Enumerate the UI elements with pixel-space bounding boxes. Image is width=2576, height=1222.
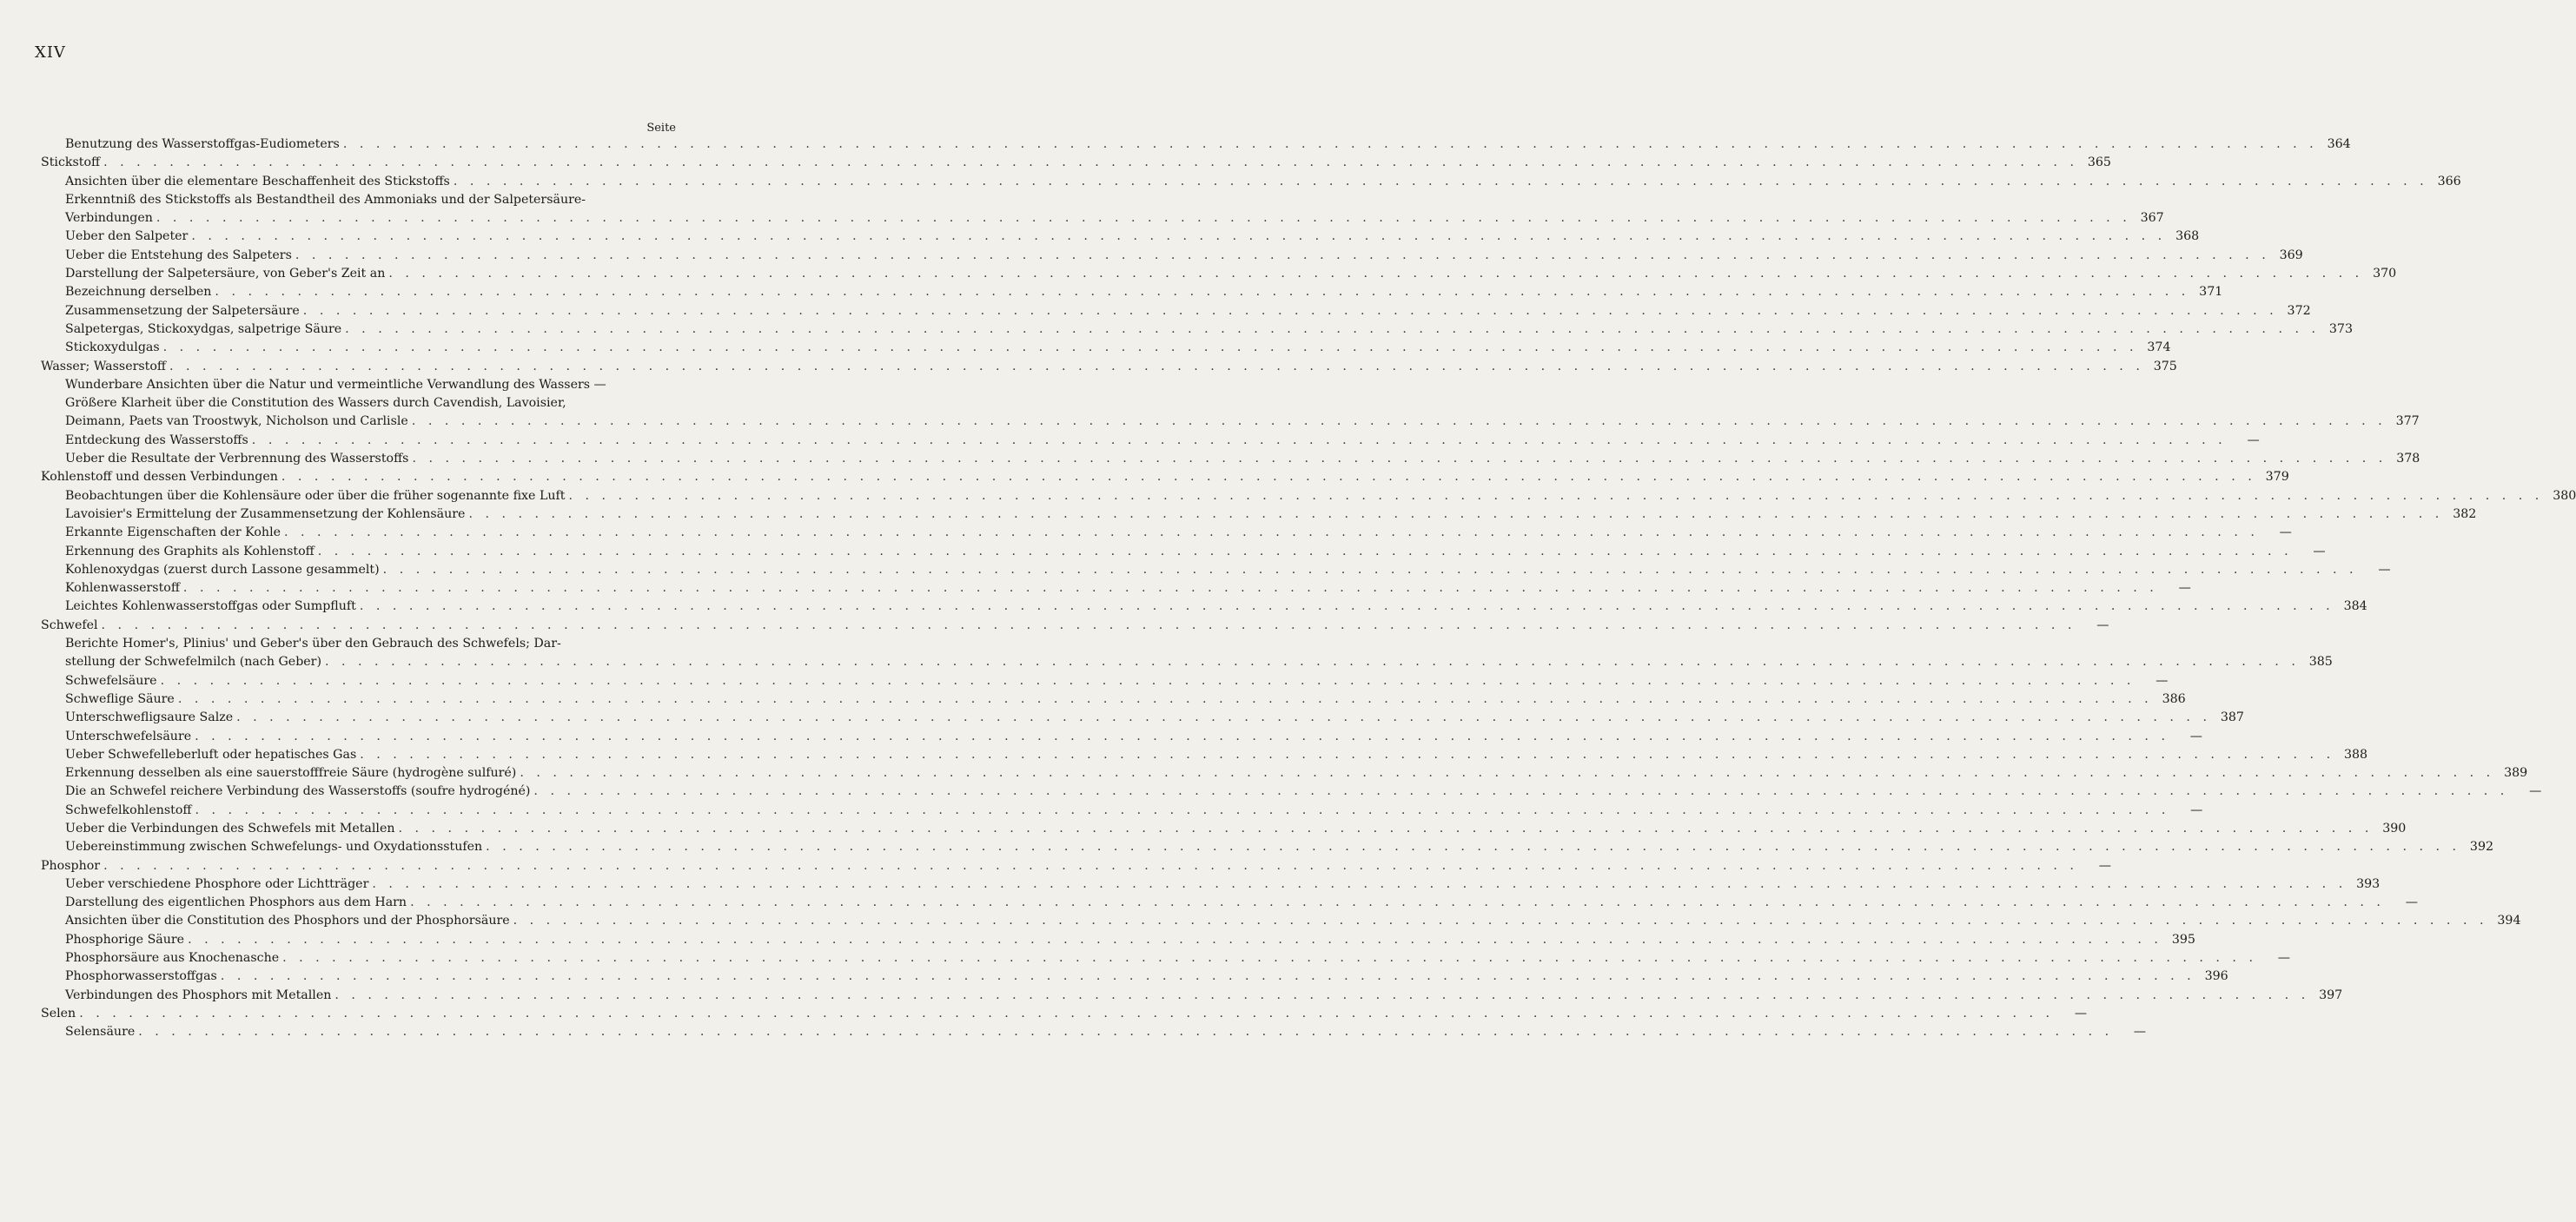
toc-entry-title: Kohlenstoff und dessen Verbindungen [41, 468, 281, 486]
toc-entry-title: Unterschwefelsäure [65, 728, 195, 746]
toc-entry [41, 487, 2576, 505]
toc-entry [41, 450, 2420, 468]
dot-leader: . . . . . . . . . . . . . . . . . . . . . . . . . . . . . . . . . . . . . . . . . . . . . . . . . . . . . . . . . . . . . . . . . . . . . . . . . . . . . . . . . . . . . . . . . . . . . . . . . . . . . . . . . . . . . . . . . . . . . . . . [453, 174, 2428, 188]
toc-entry [41, 617, 2109, 635]
toc-entry-page: 369 [2279, 248, 2303, 262]
dot-leader: . . . . . . . . . . . . . . . . . . . . . . . . . . . . . . . . . . . . . . . . . . . . . . . . . . . . . . . . . . . . . . . . . . . . . . . . . . . . . . . . . . . . . . . . . . . . . . . . . . . . . . . . . . . . . . . . . . . . . . . . [195, 803, 2170, 817]
dot-leader: . . . . . . . . . . . . . . . . . . . . . . . . . . . . . . . . . . . . . . . . . . . . . . . . . . . . . . . . . . . . . . . . . . . . . . . . . . . . . . . . . . . . . . . . . . . . . . . . . . . . . . . . . . . . . . . . . . . . . . . . [513, 914, 2488, 928]
toc-entry [41, 764, 2528, 783]
toc-entry-page: — [2074, 1006, 2088, 1021]
toc-entry-title: Ansichten über die elementare Beschaffenheit des Stickstoffs [65, 173, 454, 191]
dot-leader: . . . . . . . . . . . . . . . . . . . . . . . . . . . . . . . . . . . . . . . . . . . . . . . . . . . . . . . . . . . . . . . . . . . . . . . . . . . . . . . . . . . . . . . . . . . . . . . . . . . . . . . . . . . . . . . . . . . . . . . . [103, 155, 2078, 170]
toc-entry-page: 393 [2356, 876, 2381, 891]
toc-entry-page: 397 [2319, 988, 2343, 1002]
toc-entry-page: 386 [2162, 691, 2186, 706]
toc-entry-title: Ueber die Verbindungen des Schwefels mit Metallen [65, 820, 399, 838]
toc-entry [41, 1005, 2088, 1023]
toc-entry-title: Kohlenoxydgas (zuerst durch Lassone gesammelt) [65, 561, 383, 579]
toc-entry [41, 783, 2542, 801]
toc-entry-page: 375 [2153, 359, 2177, 373]
toc-entry-title: Entdeckung des Wasserstoffs [65, 432, 252, 450]
toc-entry-line: Erkenntniß des Stickstoffs als Bestandtheil des Ammoniaks und der Salpetersäure- [65, 192, 586, 207]
toc-entry-title: Stickoxydulgas [65, 339, 163, 357]
dot-leader: . . . . . . . . . . . . . . . . . . . . . . . . . . . . . . . . . . . . . . . . . . . . . . . . . . . . . . . . . . . . . . . . . . . . . . . . . . . . . . . . . . . . . . . . . . . . . . . . . . . . . . . . . . . . . . . . . . . . . . . . [410, 895, 2385, 910]
toc-entry [41, 283, 2223, 301]
toc-entry-page: — [2178, 581, 2191, 596]
toc-entry-title: Ansichten über die Constitution des Phosphors und der Phosphorsäure [65, 912, 513, 930]
toc-entry-title: stellung der Schwefelmilch (nach Geber) [65, 653, 325, 671]
toc-entry-line: Größere Klarheit über die Constitution des Wassers durch Cavendish, Lavoisier, [65, 396, 566, 411]
dot-leader: . . . . . . . . . . . . . . . . . . . . . . . . . . . . . . . . . . . . . . . . . . . . . . . . . . . . . . . . . . . . . . . . . . . . . . . . . . . . . . . . . . . . . . . . . . . . . . . . . . . . . . . . . . . . . . . . . . . . . . . . [302, 303, 2278, 318]
toc-entry-title: Bezeichnung derselben [65, 283, 215, 301]
toc-entry-title: Unterschwefligsaure Salze [65, 709, 236, 727]
toc-entry-title: Deimann, Paets van Troostwyk, Nicholson und Carlisle [65, 413, 412, 431]
page-number: XIV [35, 43, 66, 62]
toc-entry-title: Lavoisier's Ermittelung der Zusammensetzung der Kohlensäure [65, 505, 468, 524]
table-of-contents [41, 135, 2576, 1042]
toc-entry [41, 931, 2195, 949]
toc-entry-title: Salpetergas, Stickoxydgas, salpetrige Säure [65, 320, 345, 339]
toc-entry-title: Ueber die Entstehung des Salpeters [65, 247, 295, 265]
dot-leader: . . . . . . . . . . . . . . . . . . . . . . . . . . . . . . . . . . . . . . . . . . . . . . . . . . . . . . . . . . . . . . . . . . . . . . . . . . . . . . . . . . . . . . . . . . . . . . . . . . . . . . . . . . . . . . . . . . . . . . . . [182, 581, 2158, 596]
toc-entry [41, 672, 2169, 690]
toc-entry-title: Verbindungen des Phosphors mit Metallen [65, 987, 334, 1005]
toc-entry [41, 154, 2111, 172]
toc-entry-page: — [2098, 858, 2111, 873]
toc-entry-page: 392 [2469, 840, 2494, 855]
toc-entry-page: 370 [2373, 267, 2397, 281]
dot-leader: . . . . . . . . . . . . . . . . . . . . . . . . . . . . . . . . . . . . . . . . . . . . . . . . . . . . . . . . . . . . . . . . . . . . . . . . . . . . . . . . . . . . . . . . . . . . . . . . . . . . . . . . . . . . . . . . . . . . . . . . [195, 729, 2169, 743]
dot-leader: . . . . . . . . . . . . . . . . . . . . . . . . . . . . . . . . . . . . . . . . . . . . . . . . . . . . . . . . . . . . . . . . . . . . . . . . . . . . . . . . . . . . . . . . . . . . . . . . . . . . . . . . . . . . . . . . . . . . . . . . [520, 766, 2495, 781]
toc-entry [41, 949, 2290, 968]
toc-entry-page: 368 [2175, 229, 2200, 244]
toc-entry-page: 396 [2204, 969, 2228, 984]
dot-leader: . . . . . . . . . . . . . . . . . . . . . . . . . . . . . . . . . . . . . . . . . . . . . . . . . . . . . . . . . . . . . . . . . . . . . . . . . . . . . . . . . . . . . . . . . . . . . . . . . . . . . . . . . . . . . . . . . . . . . . . . [162, 340, 2138, 355]
dot-leader: . . . . . . . . . . . . . . . . . . . . . . . . . . . . . . . . . . . . . . . . . . . . . . . . . . . . . . . . . . . . . . . . . . . . . . . . . . . . . . . . . . . . . . . . . . . . . . . . . . . . . . . . . . . . . . . . . . . . . . . . [412, 452, 2387, 466]
toc-entry-title: Schweflige Säure [65, 690, 178, 709]
dot-leader: . . . . . . . . . . . . . . . . . . . . . . . . . . . . . . . . . . . . . . . . . . . . . . . . . . . . . . . . . . . . . . . . . . . . . . . . . . . . . . . . . . . . . . . . . . . . . . . . . . . . . . . . . . . . . . . . . . . . . . . . [284, 525, 2259, 540]
toc-entry-title: Phosphorsäure aus Knochenasche [65, 949, 282, 968]
toc-entry-page: — [2277, 951, 2290, 966]
page-column-label: Seite [646, 122, 676, 135]
toc-entry-title: Schwefelkohlenstoff [65, 802, 195, 820]
toc-entry-title: Selen [41, 1005, 79, 1023]
toc-entry-page: 389 [2504, 766, 2528, 781]
toc-entry-page: 378 [2396, 452, 2420, 466]
toc-entry [41, 912, 2521, 930]
dot-leader: . . . . . . . . . . . . . . . . . . . . . . . . . . . . . . . . . . . . . . . . . . . . . . . . . . . . . . . . . . . . . . . . . . . . . . . . . . . . . . . . . . . . . . . . . . . . . . . . . . . . . . . . . . . . . . . . . . . . . . . . [468, 506, 2444, 521]
toc-entry-title: Selensäure [65, 1023, 138, 1041]
toc-entry [41, 561, 2391, 579]
toc-entry [41, 820, 2407, 838]
toc-entry-page: 387 [2220, 710, 2244, 725]
toc-entry-page: 367 [2140, 211, 2164, 226]
toc-entry-title: Erkannte Eigenschaften der Kohle [65, 524, 284, 542]
toc-entry-page: 366 [2437, 174, 2461, 188]
toc-entry-page: 382 [2453, 506, 2477, 521]
toc-entry-page: — [2133, 1025, 2147, 1040]
toc-entry [41, 302, 2311, 320]
dot-leader: . . . . . . . . . . . . . . . . . . . . . . . . . . . . . . . . . . . . . . . . . . . . . . . . . . . . . . . . . . . . . . . . . . . . . . . . . . . . . . . . . . . . . . . . . . . . . . . . . . . . . . . . . . . . . . . . . . . . . . . . [382, 562, 2358, 577]
toc-entry [41, 265, 2397, 283]
toc-entry [41, 191, 2164, 228]
toc-entry-title: Phosphor [41, 857, 103, 875]
toc-entry [41, 320, 2353, 339]
toc-entry-page: — [2189, 729, 2202, 743]
toc-entry-title: Ueber den Salpeter [65, 228, 191, 246]
toc-entry-title: Darstellung der Salpetersäure, von Geber's Zeit an [65, 265, 388, 283]
dot-leader: . . . . . . . . . . . . . . . . . . . . . . . . . . . . . . . . . . . . . . . . . . . . . . . . . . . . . . . . . . . . . . . . . . . . . . . . . . . . . . . . . . . . . . . . . . . . . . . . . . . . . . . . . . . . . . . . . . . . . . . . [281, 470, 2256, 485]
toc-entry-page: — [2190, 803, 2203, 817]
toc-entry-title: Benutzung des Wasserstoffgas-Eudiometers [65, 135, 343, 154]
dot-leader: . . . . . . . . . . . . . . . . . . . . . . . . . . . . . . . . . . . . . . . . . . . . . . . . . . . . . . . . . . . . . . . . . . . . . . . . . . . . . . . . . . . . . . . . . . . . . . . . . . . . . . . . . . . . . . . . . . . . . . . . [568, 488, 2544, 503]
dot-leader: . . . . . . . . . . . . . . . . . . . . . . . . . . . . . . . . . . . . . . . . . . . . . . . . . . . . . . . . . . . . . . . . . . . . . . . . . . . . . . . . . . . . . . . . . . . . . . . . . . . . . . . . . . . . . . . . . . . . . . . . [533, 784, 2509, 799]
dot-leader: . . . . . . . . . . . . . . . . . . . . . . . . . . . . . . . . . . . . . . . . . . . . . . . . . . . . . . . . . . . . . . . . . . . . . . . . . . . . . . . . . . . . . . . . . . . . . . . . . . . . . . . . . . . . . . . . . . . . . . . . [411, 414, 2387, 429]
toc-entry-page: 372 [2287, 303, 2311, 318]
dot-leader: . . . . . . . . . . . . . . . . . . . . . . . . . . . . . . . . . . . . . . . . . . . . . . . . . . . . . . . . . . . . . . . . . . . . . . . . . . . . . . . . . . . . . . . . . . . . . . . . . . . . . . . . . . . . . . . . . . . . . . . . [103, 858, 2078, 873]
toc-entry-page: 379 [2265, 470, 2289, 485]
dot-leader: . . . . . . . . . . . . . . . . . . . . . . . . . . . . . . . . . . . . . . . . . . . . . . . . . . . . . . . . . . . . . . . . . . . . . . . . . . . . . . . . . . . . . . . . . . . . . . . . . . . . . . . . . . . . . . . . . . . . . . . . [236, 710, 2211, 725]
dot-leader: . . . . . . . . . . . . . . . . . . . . . . . . . . . . . . . . . . . . . . . . . . . . . . . . . . . . . . . . . . . . . . . . . . . . . . . . . . . . . . . . . . . . . . . . . . . . . . . . . . . . . . . . . . . . . . . . . . . . . . . . [342, 137, 2318, 151]
dot-leader: . . . . . . . . . . . . . . . . . . . . . . . . . . . . . . . . . . . . . . . . . . . . . . . . . . . . . . . . . . . . . . . . . . . . . . . . . . . . . . . . . . . . . . . . . . . . . . . . . . . . . . . . . . . . . . . . . . . . . . . . [160, 673, 2136, 688]
dot-leader: . . . . . . . . . . . . . . . . . . . . . . . . . . . . . . . . . . . . . . . . . . . . . . . . . . . . . . . . . . . . . . . . . . . . . . . . . . . . . . . . . . . . . . . . . . . . . . . . . . . . . . . . . . . . . . . . . . . . . . . . [334, 988, 2310, 1002]
toc-entry-page: 377 [2395, 414, 2420, 429]
toc-entry-title: Leichtes Kohlenwasserstoffgas oder Sumpfluft [65, 598, 360, 616]
toc-entry-page: 373 [2328, 321, 2353, 336]
toc-entry [41, 838, 2494, 856]
toc-entry-page: 365 [2087, 155, 2111, 170]
toc-entry-page: 364 [2327, 137, 2351, 151]
toc-entry-page: — [2378, 562, 2391, 577]
toc-entry-page: 394 [2497, 914, 2521, 928]
dot-leader: . . . . . . . . . . . . . . . . . . . . . . . . . . . . . . . . . . . . . . . . . . . . . . . . . . . . . . . . . . . . . . . . . . . . . . . . . . . . . . . . . . . . . . . . . . . . . . . . . . . . . . . . . . . . . . . . . . . . . . . . [156, 211, 2131, 226]
toc-entry-title: Ueber verschiedene Phosphore oder Lichtträger [65, 875, 372, 894]
toc-entry [41, 505, 2477, 524]
dot-leader: . . . . . . . . . . . . . . . . . . . . . . . . . . . . . . . . . . . . . . . . . . . . . . . . . . . . . . . . . . . . . . . . . . . . . . . . . . . . . . . . . . . . . . . . . . . . . . . . . . . . . . . . . . . . . . . . . . . . . . . . [188, 932, 2162, 947]
toc-entry [41, 524, 2292, 542]
dot-leader: . . . . . . . . . . . . . . . . . . . . . . . . . . . . . . . . . . . . . . . . . . . . . . . . . . . . . . . . . . . . . . . . . . . . . . . . . . . . . . . . . . . . . . . . . . . . . . . . . . . . . . . . . . . . . . . . . . . . . . . . [359, 599, 2334, 614]
toc-entry-title: Schwefel [41, 617, 102, 635]
toc-entry-title: Beobachtungen über die Kohlensäure oder über die früher sogenannte fixe Luft [65, 487, 568, 505]
toc-entry-title: Uebereinstimmung zwischen Schwefelungs- und Oxydationsstufen [65, 838, 486, 856]
dot-leader: . . . . . . . . . . . . . . . . . . . . . . . . . . . . . . . . . . . . . . . . . . . . . . . . . . . . . . . . . . . . . . . . . . . . . . . . . . . . . . . . . . . . . . . . . . . . . . . . . . . . . . . . . . . . . . . . . . . . . . . . [325, 655, 2300, 670]
toc-entry-title: Wasser; Wasserstoff [41, 358, 169, 376]
dot-leader: . . . . . . . . . . . . . . . . . . . . . . . . . . . . . . . . . . . . . . . . . . . . . . . . . . . . . . . . . . . . . . . . . . . . . . . . . . . . . . . . . . . . . . . . . . . . . . . . . . . . . . . . . . . . . . . . . . . . . . . . [282, 951, 2257, 966]
toc-entry-title: Verbindungen [65, 209, 156, 228]
toc-entry-page: — [2155, 673, 2169, 688]
toc-entry [41, 579, 2191, 598]
toc-entry-page: 380 [2553, 488, 2576, 503]
dot-leader: . . . . . . . . . . . . . . . . . . . . . . . . . . . . . . . . . . . . . . . . . . . . . . . . . . . . . . . . . . . . . . . . . . . . . . . . . . . . . . . . . . . . . . . . . . . . . . . . . . . . . . . . . . . . . . . . . . . . . . . . [177, 691, 2153, 706]
toc-entry-title: Die an Schwefel reichere Verbindung des Wasserstoffs (soufre hydrogéné) [65, 783, 533, 801]
dot-leader: . . . . . . . . . . . . . . . . . . . . . . . . . . . . . . . . . . . . . . . . . . . . . . . . . . . . . . . . . . . . . . . . . . . . . . . . . . . . . . . . . . . . . . . . . . . . . . . . . . . . . . . . . . . . . . . . . . . . . . . . [79, 1006, 2055, 1021]
toc-entry [41, 543, 2326, 561]
toc-entry-title: Kohlenwasserstoff [65, 579, 183, 598]
toc-entry-page: — [2247, 433, 2260, 447]
toc-entry-page: — [2096, 618, 2109, 632]
dot-leader: . . . . . . . . . . . . . . . . . . . . . . . . . . . . . . . . . . . . . . . . . . . . . . . . . . . . . . . . . . . . . . . . . . . . . . . . . . . . . . . . . . . . . . . . . . . . . . . . . . . . . . . . . . . . . . . . . . . . . . . . [138, 1025, 2114, 1040]
toc-entry-page: 388 [2343, 747, 2368, 762]
toc-entry-page: 384 [2343, 599, 2367, 614]
toc-entry-page: — [2405, 895, 2418, 910]
toc-entry [41, 358, 2177, 376]
toc-entry [41, 135, 2351, 154]
toc-entry [41, 432, 2260, 450]
toc-entry [41, 1023, 2147, 1041]
toc-entry [41, 339, 2171, 357]
toc-entry-page: 395 [2171, 932, 2195, 947]
dot-leader: . . . . . . . . . . . . . . . . . . . . . . . . . . . . . . . . . . . . . . . . . . . . . . . . . . . . . . . . . . . . . . . . . . . . . . . . . . . . . . . . . . . . . . . . . . . . . . . . . . . . . . . . . . . . . . . . . . . . . . . . [295, 248, 2270, 262]
toc-entry [41, 247, 2303, 265]
toc-entry-page: 371 [2199, 285, 2223, 300]
toc-entry [41, 173, 2461, 191]
toc-entry-title: Stickstoff [41, 154, 103, 172]
toc-entry-page: 390 [2382, 821, 2407, 836]
toc-entry [41, 802, 2203, 820]
toc-entry-page: — [2313, 544, 2326, 558]
toc-entry [41, 857, 2111, 875]
dot-leader: . . . . . . . . . . . . . . . . . . . . . . . . . . . . . . . . . . . . . . . . . . . . . . . . . . . . . . . . . . . . . . . . . . . . . . . . . . . . . . . . . . . . . . . . . . . . . . . . . . . . . . . . . . . . . . . . . . . . . . . . [191, 229, 2167, 244]
toc-entry [41, 228, 2200, 246]
toc-entry-line: Wunderbare Ansichten über die Natur und vermeintliche Verwandlung des Wassers — [65, 377, 606, 392]
dot-leader: . . . . . . . . . . . . . . . . . . . . . . . . . . . . . . . . . . . . . . . . . . . . . . . . . . . . . . . . . . . . . . . . . . . . . . . . . . . . . . . . . . . . . . . . . . . . . . . . . . . . . . . . . . . . . . . . . . . . . . . . [372, 876, 2348, 891]
toc-entry [41, 468, 2289, 486]
dot-leader: . . . . . . . . . . . . . . . . . . . . . . . . . . . . . . . . . . . . . . . . . . . . . . . . . . . . . . . . . . . . . . . . . . . . . . . . . . . . . . . . . . . . . . . . . . . . . . . . . . . . . . . . . . . . . . . . . . . . . . . . [251, 433, 2227, 447]
toc-entry-line: Berichte Homer's, Plinius' und Geber's über den Gebrauch des Schwefels; Dar- [65, 637, 561, 651]
toc-entry [41, 875, 2381, 894]
toc-entry-title: Darstellung des eigentlichen Phosphors aus dem Harn [65, 894, 410, 912]
toc-entry-title: Ueber die Resultate der Verbrennung des Wasserstoffs [65, 450, 412, 468]
toc-entry-title: Zusammensetzung der Salpetersäure [65, 302, 303, 320]
dot-leader: . . . . . . . . . . . . . . . . . . . . . . . . . . . . . . . . . . . . . . . . . . . . . . . . . . . . . . . . . . . . . . . . . . . . . . . . . . . . . . . . . . . . . . . . . . . . . . . . . . . . . . . . . . . . . . . . . . . . . . . . [345, 321, 2320, 336]
toc-entry-title: Ueber Schwefelleberluft oder hepatisches Gas [65, 746, 360, 764]
toc-entry [41, 598, 2367, 616]
dot-leader: . . . . . . . . . . . . . . . . . . . . . . . . . . . . . . . . . . . . . . . . . . . . . . . . . . . . . . . . . . . . . . . . . . . . . . . . . . . . . . . . . . . . . . . . . . . . . . . . . . . . . . . . . . . . . . . . . . . . . . . . [317, 544, 2293, 558]
toc-entry-page: — [2279, 525, 2292, 540]
toc-entry-page: 385 [2308, 655, 2333, 670]
dot-leader: . . . . . . . . . . . . . . . . . . . . . . . . . . . . . . . . . . . . . . . . . . . . . . . . . . . . . . . . . . . . . . . . . . . . . . . . . . . . . . . . . . . . . . . . . . . . . . . . . . . . . . . . . . . . . . . . . . . . . . . . [486, 840, 2461, 855]
toc-entry [41, 987, 2343, 1005]
toc-entry [41, 894, 2418, 912]
toc-entry-title: Erkennung desselben als eine sauerstofffreie Säure (hydrogène sulfuré) [65, 764, 520, 783]
dot-leader: . . . . . . . . . . . . . . . . . . . . . . . . . . . . . . . . . . . . . . . . . . . . . . . . . . . . . . . . . . . . . . . . . . . . . . . . . . . . . . . . . . . . . . . . . . . . . . . . . . . . . . . . . . . . . . . . . . . . . . . . [398, 821, 2374, 836]
toc-entry [41, 376, 2420, 432]
dot-leader: . . . . . . . . . . . . . . . . . . . . . . . . . . . . . . . . . . . . . . . . . . . . . . . . . . . . . . . . . . . . . . . . . . . . . . . . . . . . . . . . . . . . . . . . . . . . . . . . . . . . . . . . . . . . . . . . . . . . . . . . [360, 747, 2335, 762]
toc-entry-title: Phosphorige Säure [65, 931, 188, 949]
toc-entry [41, 728, 2202, 746]
toc-entry [41, 746, 2368, 764]
toc-entry-page: — [2529, 784, 2542, 799]
toc-entry [41, 968, 2228, 986]
toc-entry [41, 709, 2244, 727]
dot-leader: . . . . . . . . . . . . . . . . . . . . . . . . . . . . . . . . . . . . . . . . . . . . . . . . . . . . . . . . . . . . . . . . . . . . . . . . . . . . . . . . . . . . . . . . . . . . . . . . . . . . . . . . . . . . . . . . . . . . . . . . [169, 359, 2144, 373]
toc-entry [41, 635, 2333, 672]
toc-entry-title: Erkennung des Graphits als Kohlenstoff [65, 543, 318, 561]
toc-entry-title: Schwefelsäure [65, 672, 161, 690]
toc-entry [41, 690, 2186, 709]
toc-entry-page: 374 [2147, 340, 2171, 355]
toc-entry-title: Phosphorwasserstoffgas [65, 968, 221, 986]
dot-leader: . . . . . . . . . . . . . . . . . . . . . . . . . . . . . . . . . . . . . . . . . . . . . . . . . . . . . . . . . . . . . . . . . . . . . . . . . . . . . . . . . . . . . . . . . . . . . . . . . . . . . . . . . . . . . . . . . . . . . . . . [101, 618, 2076, 632]
dot-leader: . . . . . . . . . . . . . . . . . . . . . . . . . . . . . . . . . . . . . . . . . . . . . . . . . . . . . . . . . . . . . . . . . . . . . . . . . . . . . . . . . . . . . . . . . . . . . . . . . . . . . . . . . . . . . . . . . . . . . . . . [220, 969, 2195, 984]
dot-leader: . . . . . . . . . . . . . . . . . . . . . . . . . . . . . . . . . . . . . . . . . . . . . . . . . . . . . . . . . . . . . . . . . . . . . . . . . . . . . . . . . . . . . . . . . . . . . . . . . . . . . . . . . . . . . . . . . . . . . . . . [215, 285, 2190, 300]
dot-leader: . . . . . . . . . . . . . . . . . . . . . . . . . . . . . . . . . . . . . . . . . . . . . . . . . . . . . . . . . . . . . . . . . . . . . . . . . . . . . . . . . . . . . . . . . . . . . . . . . . . . . . . . . . . . . . . . . . . . . . . . [388, 267, 2364, 281]
